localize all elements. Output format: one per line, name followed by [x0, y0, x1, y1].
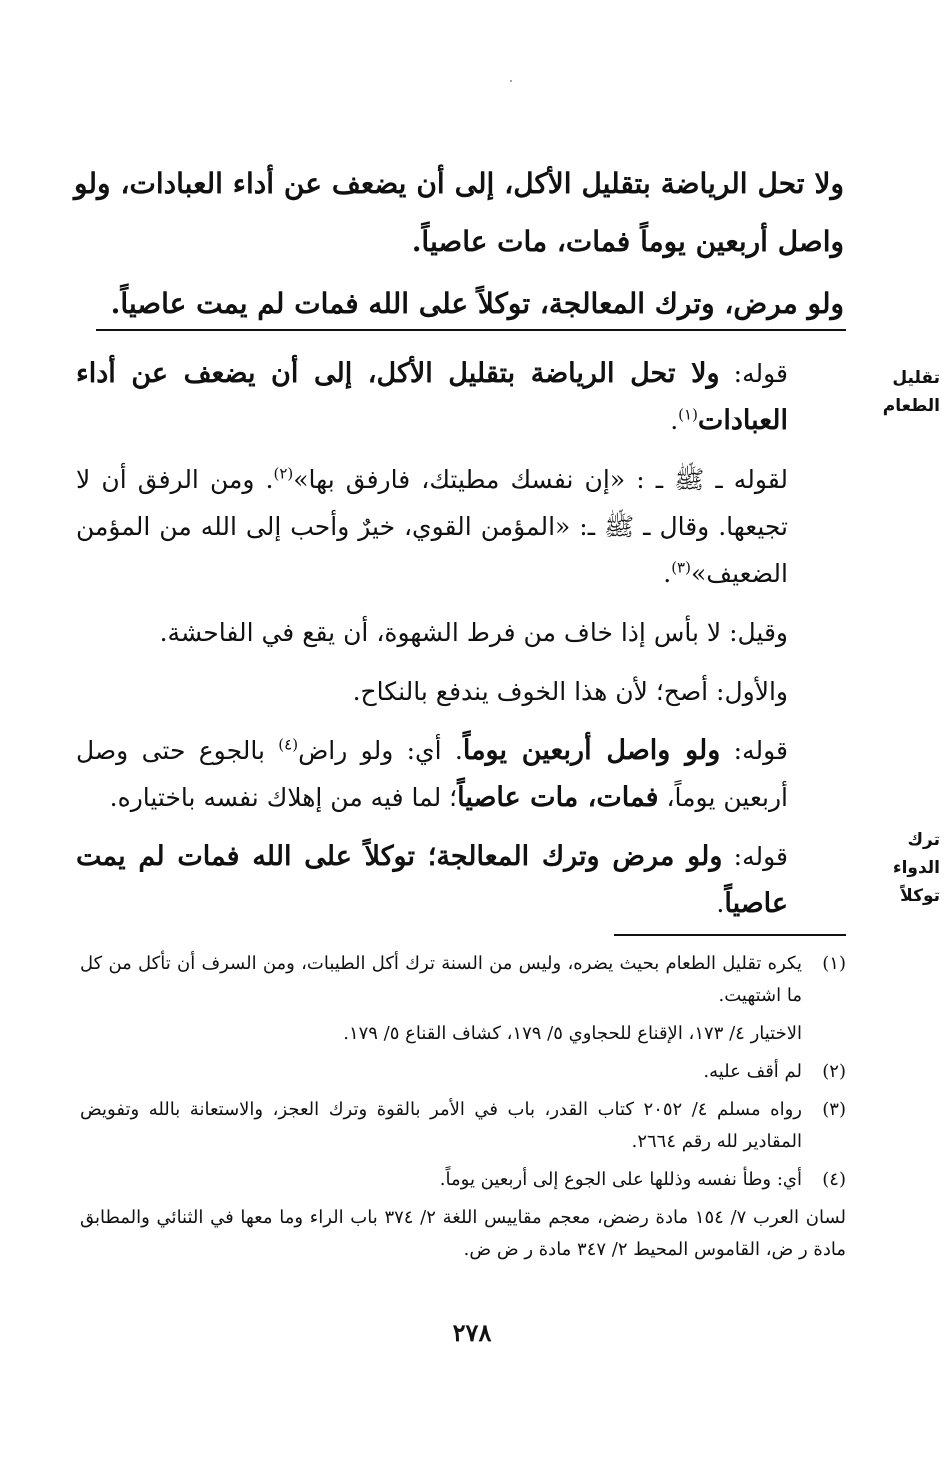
footnote-divider: [614, 934, 846, 936]
footnote-text: [80, 1056, 802, 1088]
commentary-text: . ومن الرفق أن لا تجيعها. وقال ـ ﷺ ـ: «المؤمن القوي، خيرٌ وأحب إلى الله من المؤمن الضعيف»: [76, 465, 788, 588]
commentary-lead: قوله:: [720, 736, 788, 765]
quoted-matn: ولو واصل أربعين يوماً: [462, 735, 721, 766]
footnote-ref[interactable]: (١): [678, 405, 698, 424]
quoted-matn: ولا تحل الرياضة بتقليل الأكل، إلى أن يضعف عن أداء العبادات: [76, 358, 788, 436]
footnote-1-sources: الاختيار ٤/ ١٧٣، الإقناع للحجاوي ٥/ ١٧٩، كشاف القناع ٥/ ١٧٩.: [343, 1023, 802, 1044]
commentary-paragraph-3: وقيل: لا بأس إذا خاف من فرط الشهوة، أن يقع في الفاحشة.: [159, 618, 788, 647]
footnote-1: [80, 948, 846, 1012]
commentary-text: ؛ لما فيه من إهلاك نفسه باختياره.: [109, 783, 458, 812]
footnote-text-line: يكره تقليل الطعام بحيث يضره، وليس من السنة ترك أكل الطيبات، ومن السرف أن تأكل من كل ما اشتهيت.: [80, 953, 802, 1006]
commentary-block: [76, 350, 846, 939]
footnote-ref[interactable]: (٢): [273, 464, 294, 483]
footnote-number: (٤): [822, 1169, 846, 1190]
footnote-ref[interactable]: (٣): [671, 558, 691, 577]
footnotes-block: [80, 948, 846, 1272]
commentary-lead: قوله:: [719, 359, 788, 388]
footnote-number: (٢): [822, 1061, 846, 1082]
footnote-text-line: أي: وطأ نفسه وذللها على الجوع إلى أربعين يوماً.: [439, 1169, 802, 1190]
commentary-lead: قوله:: [722, 842, 788, 871]
commentary-text: بالجوع حتى وصل أربعين يوماً،: [76, 736, 788, 812]
punctuation: .: [663, 559, 672, 588]
main-text-divider: [96, 329, 846, 331]
side-note-food-reduction: تقليل الطعام: [882, 368, 940, 416]
quoted-matn: ولو مرض وترك المعالجة؛ توكلاً على الله فمات لم يمت عاصياً: [76, 841, 788, 919]
punctuation: .: [716, 889, 725, 918]
main-text-line-2: ولو مرض، وترك المعالجة، توكلاً على الله فمات لم يمت عاصياً.: [110, 287, 844, 320]
footnote-2: [80, 1056, 846, 1088]
footnote-4: [80, 1164, 846, 1196]
footnote-number: (١): [822, 953, 846, 974]
page-number: ٢٧٨: [452, 1318, 492, 1347]
footnote-text: [80, 948, 802, 1012]
quoted-matn: فمات، مات عاصياً: [457, 782, 659, 813]
commentary-text: . أي: ولو راض: [298, 736, 463, 765]
footnote-text: [80, 1164, 802, 1196]
commentary-paragraph-1: [76, 350, 846, 444]
main-text-line-1: ولا تحل الرياضة بتقليل الأكل، إلى أن يضعف عن أداء العبادات، ولو واصل أربعين يوماً فمات، مات عاصياً.: [74, 167, 844, 258]
punctuation: .: [670, 406, 679, 435]
footnote-3: [80, 1094, 846, 1158]
footnote-ref[interactable]: (٤): [278, 735, 299, 754]
footnote-text: [80, 1094, 802, 1158]
footnote-text-line: رواه مسلم ٤/ ٢٠٥٢ كتاب القدر، باب في الأمر بالقوة وترك العجز، والاستعانة بالله وتفويض المقادير لله رقم ٢٦٦٤.: [80, 1099, 802, 1152]
footnote-number: (٣): [822, 1099, 846, 1120]
footnote-text-line: لم أقف عليه.: [703, 1061, 802, 1082]
commentary-paragraph-6: [76, 833, 846, 927]
commentary-paragraph-5: [76, 727, 846, 821]
footnote-4-sources: لسان العرب ٧/ ١٥٤ مادة رضض، معجم مقاييس اللغة ٢/ ٣٧٤ باب الراء وما معها في الثنائي والمطابق مادة ر ض، القاموس المحيط ٢/ ٣٤٧ مادة ر ض ض.: [80, 1207, 846, 1260]
side-note-leaving-medicine: ترك الدواء توكلاً: [892, 830, 940, 906]
commentary-paragraph-4: والأول: أصح؛ لأن هذا الخوف يندفع بالنكاح.: [352, 677, 788, 706]
scan-speck: [510, 80, 512, 82]
commentary-paragraph-2: [76, 456, 846, 597]
main-text-block: [74, 155, 844, 333]
commentary-text: لقوله ـ ﷺ ـ : «إن نفسك مطيتك، فارفق بها»: [293, 465, 788, 494]
